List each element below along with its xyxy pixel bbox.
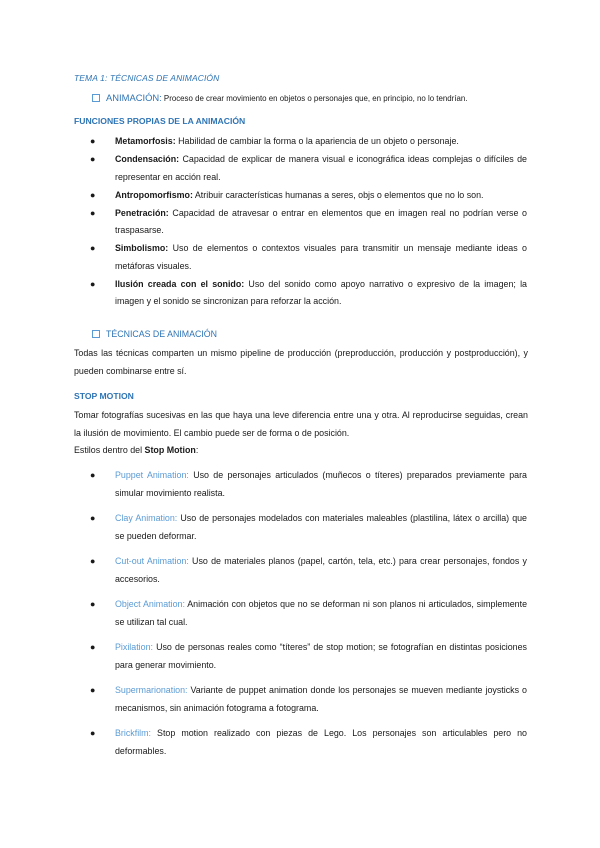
bullet-icon: ● [90, 154, 96, 164]
animacion-term: ANIMACIÓN: [106, 92, 162, 103]
bullet-icon: ● [90, 642, 96, 652]
checkbox-icon [92, 330, 100, 338]
animacion-text: Proceso de crear movimiento en objetos o personajes que, en principio, no lo tendrían. [161, 94, 468, 103]
list-item: ● Penetración: Capacidad de atravesar o entrar en elementos que en imagen real no podrían verse o traspasarse. [101, 205, 527, 240]
list-item: ● Ilusión creada con el sonido: Uso del sonido como apoyo narrativo o expresivo de la imagen; la imagen y el sonido se sincronizan para reforzar la acción. [101, 276, 527, 311]
list-item: ● Puppet Animation: Uso de personajes articulados (muñecos o títeres) preparados previamente para simular movimiento realista. [101, 467, 527, 502]
list-item: ● Antropomorfismo: Atribuir características humanas a seres, objs o elementos que no lo son. [101, 187, 527, 205]
bullet-icon: ● [90, 513, 96, 523]
list-item: ● Brickfilm: Stop motion realizado con piezas de Lego. Los personajes son articulables pero no deformables. [101, 725, 527, 760]
bullet-icon: ● [90, 207, 96, 218]
animacion-definition [92, 92, 467, 103]
list-item: ● Metamorfosis: Habilidad de cambiar la forma o la apariencia de un objeto o personaje. [101, 133, 527, 151]
funciones-list [90, 133, 527, 311]
checkbox-icon [92, 94, 100, 102]
bullet-icon: ● [90, 189, 96, 200]
list-item: ● Simbolismo: Uso de elementos o contextos visuales para transmitir un mensaje mediante ideas o metáforas visuales. [101, 240, 527, 275]
list-item: ● Supermarionation: Variante de puppet animation donde los personajes se mueven mediante joysticks o mecanismos, sin animación fotograma a fotograma. [101, 682, 527, 717]
stop-motion-title: STOP MOTION [74, 391, 134, 401]
estilos-list [90, 467, 527, 768]
bullet-icon: ● [90, 470, 96, 480]
list-item: ● Object Animation: Animación con objetos que no se deforman ni son planos ni articulados, simplemente se utilizan tal cual. [101, 596, 527, 631]
tecnicas-heading: TÉCNICAS DE ANIMACIÓN [92, 329, 217, 339]
list-item: ● Clay Animation: Uso de personajes modelados con materiales maleables (plastilina, látex o arcilla) que se pueden deformar. [101, 510, 527, 545]
bullet-icon: ● [90, 136, 96, 146]
bullet-icon: ● [90, 685, 96, 695]
list-item: ● Pixilation: Uso de personas reales como “títeres” de stop motion; se fotografían en distintas posiciones para generar movimiento. [101, 639, 527, 674]
bullet-icon: ● [90, 728, 96, 738]
estilos-intro: Estilos dentro del Stop Motion: [74, 445, 199, 455]
list-item: ● Condensación: Capacidad de explicar de manera visual e iconográfica ideas complejas o difíciles de representar en acción real. [101, 151, 527, 186]
bullet-icon: ● [90, 556, 96, 566]
funciones-title: FUNCIONES PROPIAS DE LA ANIMACIÓN [74, 116, 246, 126]
tecnicas-intro: Todas las técnicas comparten un mismo pipeline de producción (preproducción, producción y postproducción), y pueden combinarse entre sí. [74, 348, 528, 376]
bullet-icon: ● [90, 278, 96, 289]
tema-title: TEMA 1: TÉCNICAS DE ANIMACIÓN [74, 73, 220, 83]
bullet-icon: ● [90, 243, 96, 253]
stop-motion-text: Tomar fotografías sucesivas en las que haya una leve diferencia entre una y otra. Al reproducirse seguidas, crean la ilusión de movimiento. El cambio puede ser de forma o de posición. [74, 410, 528, 438]
list-item: ● Cut-out Animation: Uso de materiales planos (papel, cartón, tela, etc.) para crear personajes, fondos y accesorios. [101, 553, 527, 588]
bullet-icon: ● [90, 599, 96, 609]
